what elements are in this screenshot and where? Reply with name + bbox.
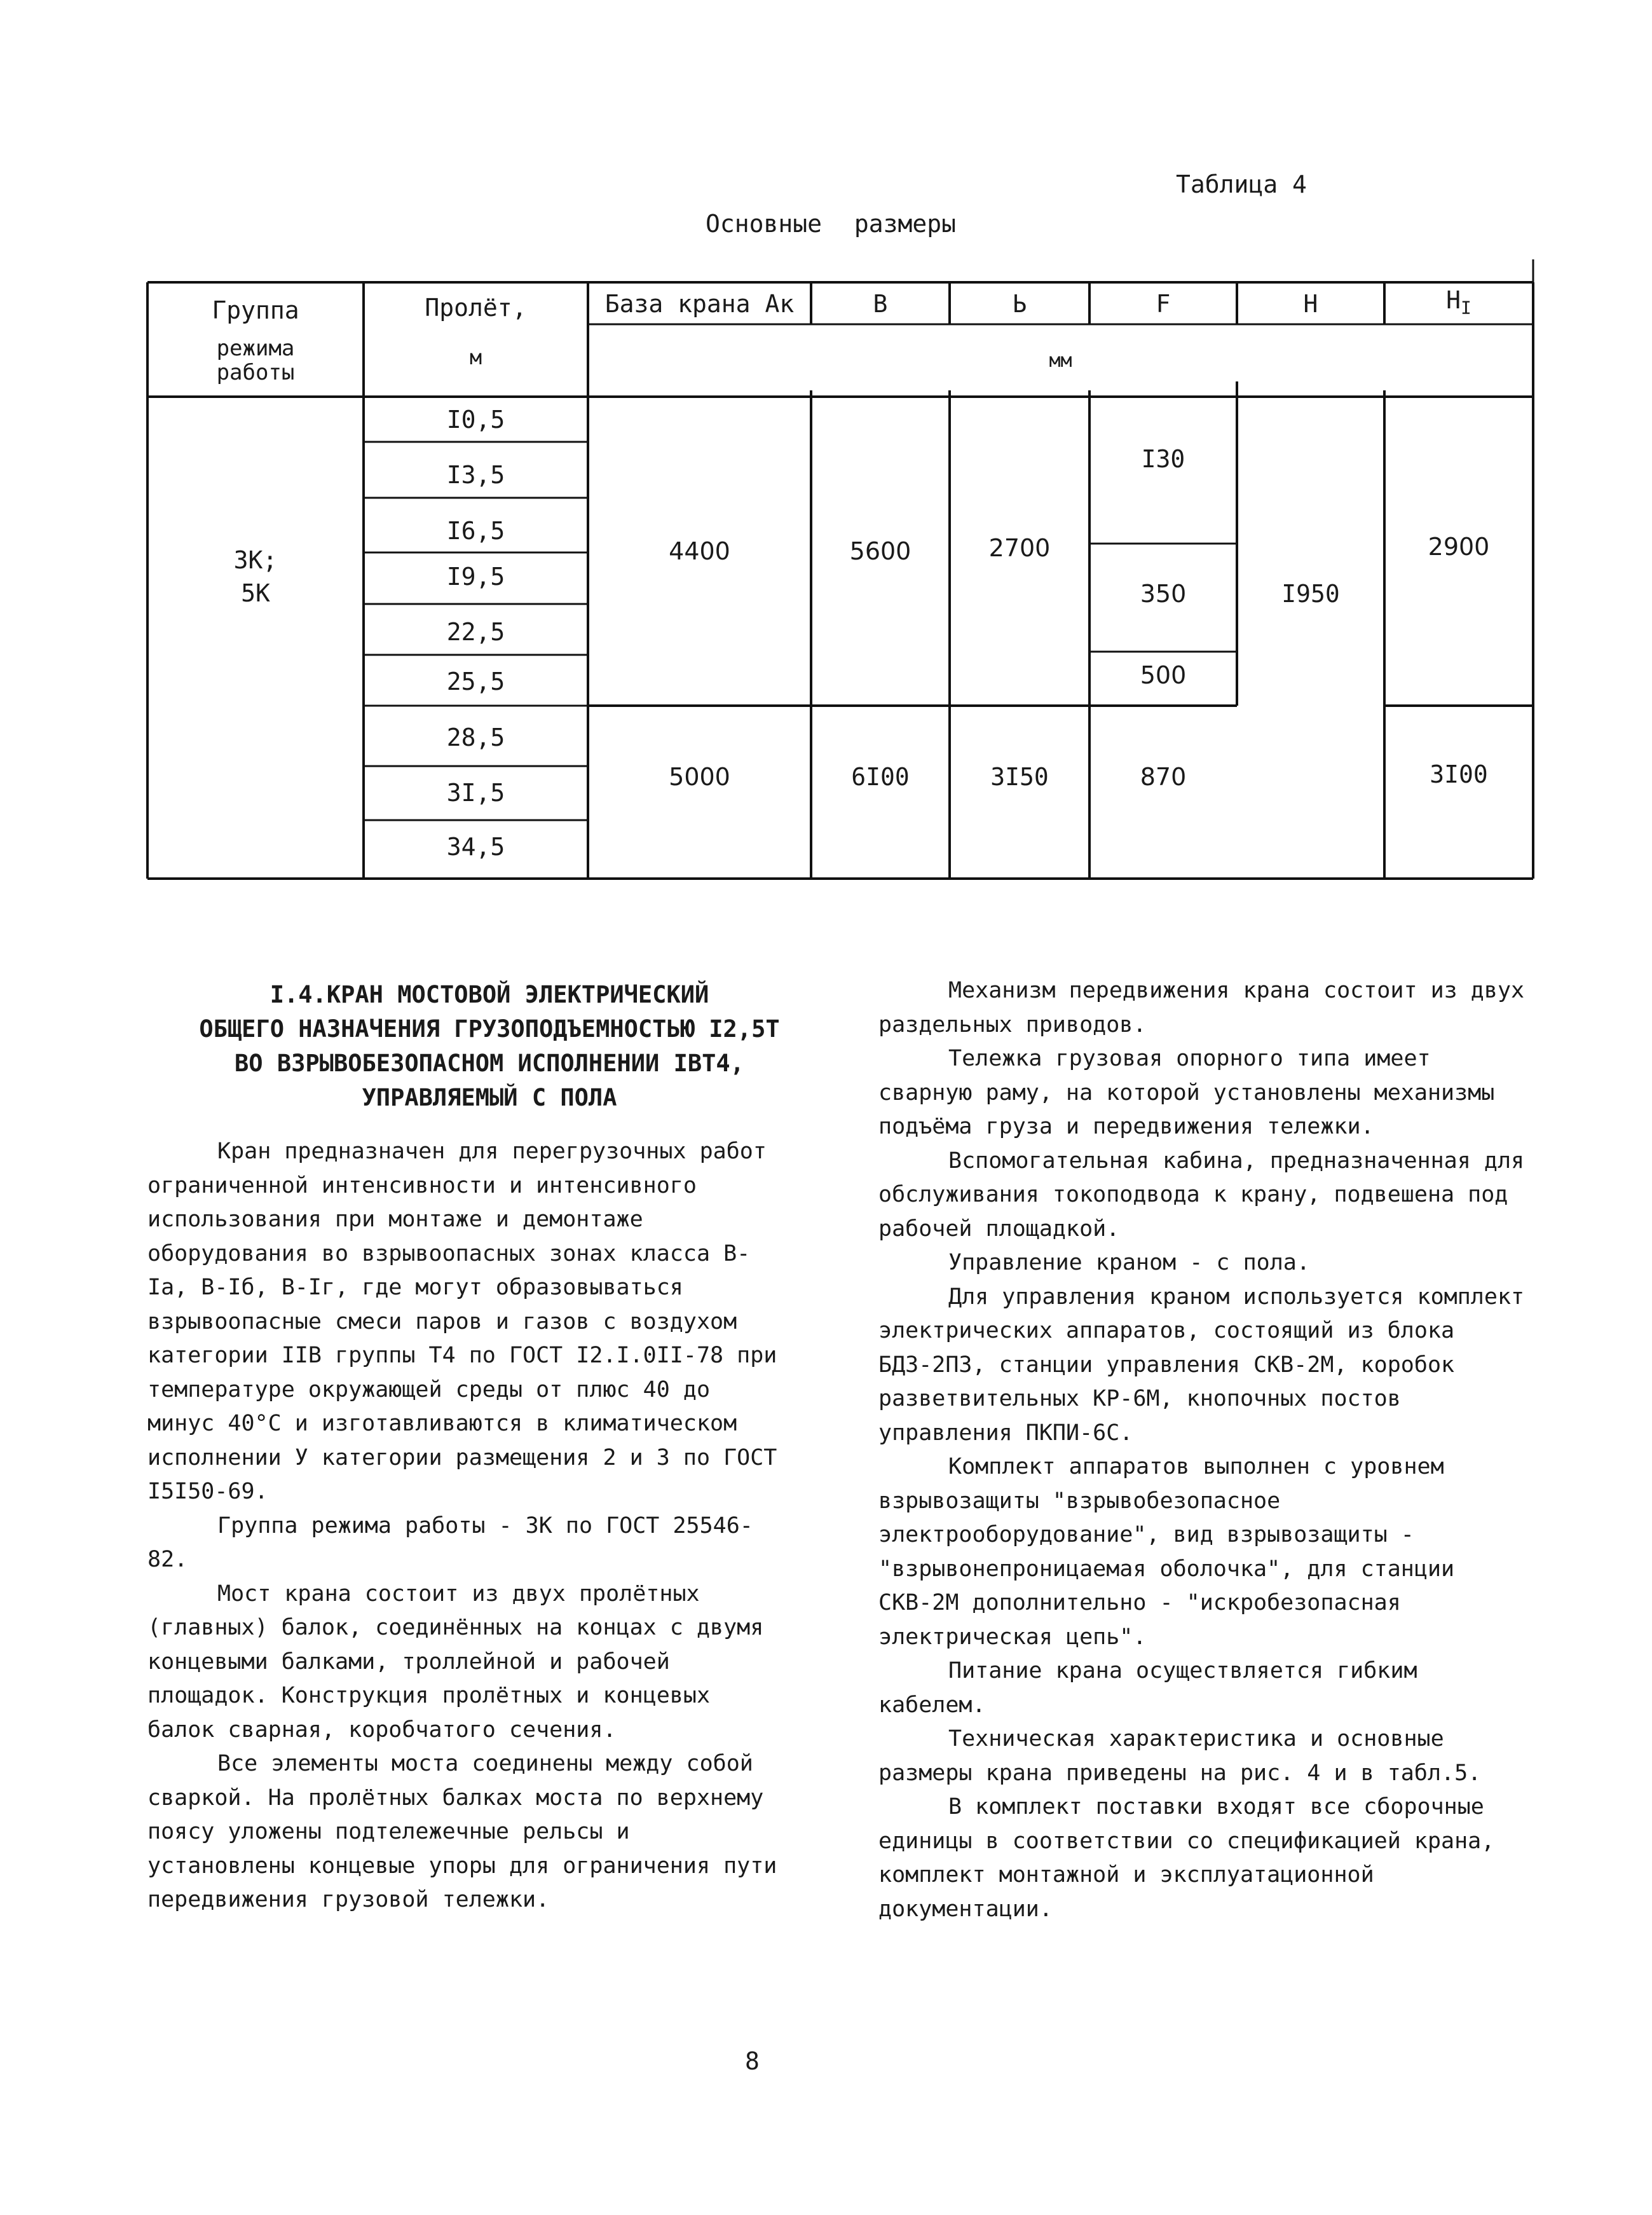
block1-h1: 2900 bbox=[1428, 533, 1490, 561]
table-number: Таблица 4 bbox=[1176, 170, 1307, 198]
header-span: Пролёт, bbox=[425, 294, 527, 322]
header-b-lower: Ь bbox=[1012, 290, 1027, 318]
group-value bbox=[147, 544, 364, 610]
span-cell: 22,5 bbox=[446, 618, 505, 646]
paragraph: Мост крана состоит из двух пролётных (главных) балок, соединённых на концах с двумя концевыми балками, троллейной и рабочей площадок. Конструкция пролётных и концевых балок сварная, коробчатого сечения. bbox=[147, 1581, 764, 1743]
paragraph: Комплект аппаратов выполнен с уровнем взрывозащиты "взрывобезопасное электрооборудование", вид взрывозащиты - "взрывонепроницаемая оболочка", для станции СКВ-2М дополнительно - "искробезопасная электрическая цепь". bbox=[878, 1454, 1455, 1650]
block2-base: 5000 bbox=[669, 763, 730, 791]
span-cell: I0,5 bbox=[446, 406, 505, 434]
left-column bbox=[147, 1135, 789, 1917]
header-h1-sub: I bbox=[1461, 297, 1471, 319]
block1-h: I950 bbox=[1281, 580, 1340, 608]
span-cell: 28,5 bbox=[446, 723, 505, 751]
paragraph: Питание крана осуществляется гибким кабелем. bbox=[878, 1658, 1417, 1718]
heading-line: ОБЩЕГО НАЗНАЧЕНИЯ ГРУЗОПОДЪЕМНОСТЬЮ I2,5Т bbox=[199, 1015, 780, 1043]
paragraph: Вспомогательная кабина, предназначенная для обслуживания токоподвода к крану, подвешена под рабочей площадкой. bbox=[878, 1148, 1525, 1242]
paragraph: Для управления краном используется комплект электрических аппаратов, состоящий из блока БДЗ-2ПЗ, станции управления СКВ-2М, коробок разветвительных КР-6М, кнопочных постов управления ПКПИ-6С. bbox=[878, 1284, 1525, 1446]
paragraph: Группа режима работы - 3К по ГОСТ 25546-82. bbox=[147, 1512, 753, 1572]
block1-f-value: 500 bbox=[1140, 661, 1187, 689]
page-number: 8 bbox=[745, 2047, 760, 2075]
header-group bbox=[147, 296, 364, 385]
paragraph: В комплект поставки входят все сборочные единицы в соответствии со спецификацией крана, комплект монтажной и эксплуатационной документации. bbox=[878, 1794, 1495, 1922]
block1-b-lower: 2700 bbox=[988, 534, 1051, 562]
span-cell: 34,5 bbox=[446, 833, 505, 861]
span-cell: I3,5 bbox=[446, 461, 505, 489]
block1-base: 4400 bbox=[669, 537, 730, 565]
group-value-line: 3К; bbox=[233, 546, 278, 574]
table-title: Основные размеры bbox=[706, 210, 957, 238]
span-cell: 25,5 bbox=[446, 668, 505, 696]
group-value-line: 5К bbox=[241, 579, 270, 607]
heading-line: УПРАВЛЯЕМЫЙ С ПОЛА bbox=[362, 1084, 617, 1111]
block2-b-lower: 3I50 bbox=[990, 763, 1049, 791]
header-h1 bbox=[1384, 286, 1533, 322]
section-heading bbox=[191, 978, 788, 1115]
paragraph: Механизм передвижения крана состоит из двух раздельных приводов. bbox=[878, 978, 1525, 1038]
block2-f: 870 bbox=[1140, 763, 1187, 791]
span-cell: 3I,5 bbox=[446, 779, 505, 807]
header-f: F bbox=[1156, 290, 1171, 318]
header-group-line: режима bbox=[216, 336, 295, 361]
header-mm-unit: мм bbox=[1049, 350, 1072, 372]
paragraph: Управление краном - с пола. bbox=[948, 1250, 1310, 1275]
paragraph: Кран предназначен для перегрузочных работ ограниченной интенсивности и интенсивного использования при монтаже и демонтаже оборудования во взрывоопасных зонах класса В-Iа, В-Iб, В-Iг, где могут образовываться взрывоопасные смеси паров и газов с воздухом категории IIВ группы Т4 по ГОСТ I2.I.0II-78 при температуре окружающей среды от плюс 40 до минус 40°С и изготавливаются в климатическом исполнении У категории размещения 2 и 3 по ГОСТ I5I50-69. bbox=[147, 1139, 777, 1504]
heading-line: ВО ВЗРЫВОБЕЗОПАСНОМ ИСПОЛНЕНИИ IВТ4, bbox=[235, 1050, 744, 1077]
table-grid bbox=[0, 0, 1652, 890]
header-span-unit: м bbox=[469, 345, 482, 369]
paragraph: Все элементы моста соединены между собой сваркой. На пролётных балках моста по верхнему поясу уложены подтележечные рельсы и установлены концевые упоры для ограничения пути передвижения грузовой тележки. bbox=[147, 1751, 777, 1912]
span-cell: I9,5 bbox=[446, 563, 505, 591]
span-cell: I6,5 bbox=[446, 517, 505, 545]
header-h: Н bbox=[1303, 290, 1318, 318]
paragraph: Тележка грузовая опорного типа имеет сварную раму, на которой установлены механизмы подъёма груза и передвижения тележки. bbox=[878, 1046, 1495, 1139]
header-h1-letter: Н bbox=[1446, 286, 1461, 314]
block1-f-value: 350 bbox=[1140, 580, 1187, 608]
dimensions-table bbox=[0, 0, 1652, 890]
heading-line: I.4.КРАН МОСТОВОЙ ЭЛЕКТРИЧЕСКИЙ bbox=[270, 981, 709, 1008]
block2-h1: 3I00 bbox=[1430, 760, 1488, 788]
paragraph: Техническая характеристика и основные размеры крана приведены на рис. 4 и в табл.5. bbox=[878, 1726, 1482, 1786]
block2-b-upper: 6I00 bbox=[851, 763, 910, 791]
block1-f-value: I30 bbox=[1141, 445, 1185, 473]
header-b-upper: В bbox=[873, 290, 888, 318]
header-group-line: работы bbox=[216, 360, 295, 385]
header-base: База крана Ак bbox=[604, 290, 795, 318]
header-group-line: Группа bbox=[212, 296, 299, 324]
block1-b-upper: 5600 bbox=[849, 537, 911, 565]
right-column bbox=[878, 974, 1527, 1926]
